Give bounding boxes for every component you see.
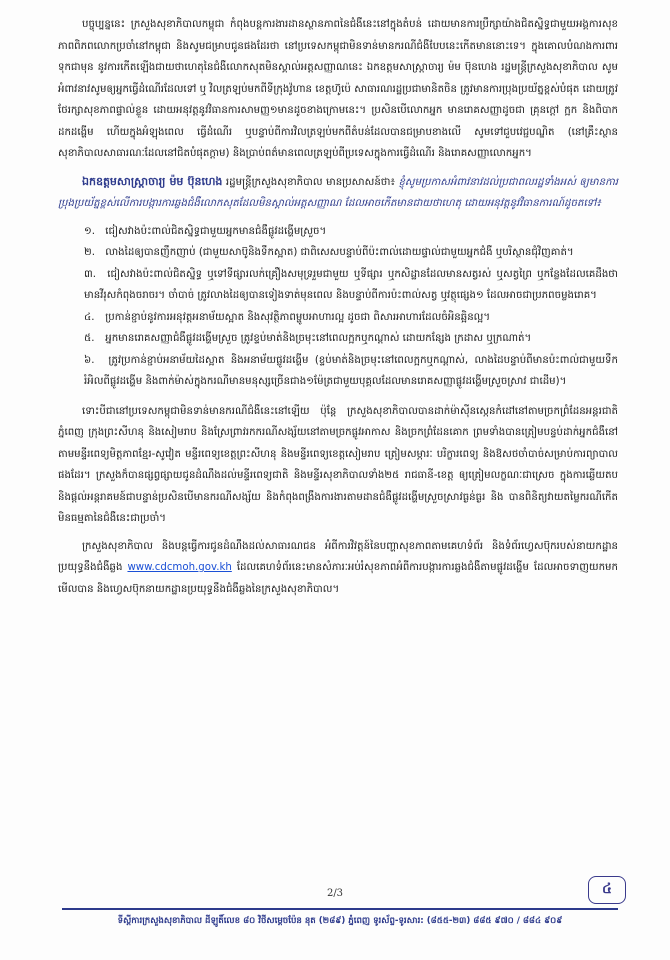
information-text-after-link: ដែលគេហទំព័រនេះមានសំភារៈអប់រំសុខភាពអំពីការបង្ការការឆ្លងជំងឺតាមផ្លូវដង្ហើម ដែលអាចទាញយកមកមើលបាន និងហ្វេសប៊ុកនាយកដ្ឋានប្រយុទ្ធនឹងជំងឺឆ្លងនៃក្រសួងសុខាភិបាល។ (58, 562, 618, 595)
intro-paragraph: បច្ចុប្បន្ននេះ ក្រសួងសុខាភិបាលកម្ពុជា កំពុងបន្តការងារដានស្ថានភាពនៃជំងឺនេះនៅក្នុងតំបន់ ដោយមានការប្រឹក្សាយ៉ាងជិតស្និទ្ធជាមួយអង្គការសុខភាពពិភពលោកប្រចាំនៅកម្ពុជា និងសូមជម្រាបជូនផងដែរថា នៅប្រទេសកម្ពុជាមិនទាន់មានករណីជំងឺបែបនេះកើតមាននោះទេ។ ក្នុងគោលបំណងការពារទុកជាមុន នូវការកើតឡើងជាយថាហេតុនៃជំងឺលោកសុតមិនស្គាល់អត្តសញ្ញាណនេះ ឯកឧត្តមសាស្ត្រាចារ្យ ម៉ម ប៊ុនហេង រដ្ឋមន្ត្រីក្រសួងសុខាភិបាល សូមអំពាវនាវសូមឲ្យអ្នកធ្វើដំណើរដែលទៅ ឬ វិលត្រឡប់មកពីទីក្រុងវ៉ូហាន ខេត្តហ៊ូប៉េ សាធារណរដ្ឋប្រជាមានិតចិន ត្រូវមានការប្រុងប្រយ័ត្នខ្ពស់បំផុត ដោយត្រូវថែរក្សាសុខភាពផ្ទាល់ខ្លួន ដោយអនុវត្តនូវវិធានការសាមញ្ញ១មានដូចខាងក្រោមនេះ។ ប្រសិនបើលោកអ្នក មានរោគសញ្ញាដូចជា គ្រុនក្តៅ ក្អក និងពិបាកដកដង្ហើម ហើយក្នុងអំឡុងពេល ធ្វើដំណើរ ឬបន្ទាប់ពីការវិលត្រឡប់មកពីតំបន់ដែលបានជម្រាបខាងលើ សូមទៅជួបវេជ្ជបណ្ឌិត (នៅគ្រឹះស្ថានសុខាភិបាលសាធារណៈដែលនៅជិតបំផុតក្តាម) និងប្រាប់ពត៌មានពេលត្រឡប់ពីប្រទេសក្នុងការធ្វើដំណើរ និងរោគសញ្ញាលោកអ្នក។ (58, 19, 618, 159)
page-number: 2/3 (326, 888, 344, 899)
list-item-text: លាងដៃឲ្យបានញឹកញាប់ (ជាមួយសាប៊ូនិងទឹកស្អាត) ជាពិសេសបន្ទាប់ពីប៉ះពាល់ដោយផ្ទាល់ជាមួយអ្នកជំងឺ ឬបរិស្ថានជុំវិញគាត់។ (105, 247, 574, 258)
cdc-website-link[interactable]: www.cdcmoh.gov.kh (127, 562, 232, 573)
list-item (58, 350, 618, 393)
list-item-text: អ្នកមានរោគសញ្ញាជំងឺផ្លូវដង្ហើមស្រួច ត្រូវខ្ទប់មាត់និងច្រមុះនៅពេលក្អកឬកណ្តាស់ ដោយកន្សែង ក្រដាស ឬក្រណាត់។ (105, 333, 532, 344)
list-item (58, 242, 618, 264)
footer-divider (62, 908, 618, 910)
list-item (58, 307, 618, 329)
document-body (58, 14, 618, 606)
statement-quote: ខ្ញុំសូមប្រកាសអំពាវនាវដល់ប្រជាពលរដ្ឋទាំងអស់ ឲ្យមានការប្រុងប្រយ័ត្នខ្ពស់លើការបង្ការការឆ្លងជំងឺលោកសុតដែលមិនស្គាល់អត្តសញ្ញាណ ដែលអាចកើតមានជាយថាហេតុ ដោយអនុវត្តនូវវិធានការណ៍ដូចតទៅ៖ (58, 176, 619, 209)
information-text-before-link: ក្រសួងសុខាភិបាល និងបន្តធ្វើការជូនដំណឹងដល់សាធារណជន អំពីការវិវត្តន៍នៃបញ្ហាសុខភាពតាមគេហទំព័រ និងទំព័រហ្វេសប៊ុករបស់នាយកដ្ឋានប្រយុទ្ធនឹងជំងឺឆ្លង (58, 540, 618, 573)
list-item-number: ៥. (84, 333, 95, 344)
measures-list (58, 221, 618, 393)
list-item (58, 328, 618, 350)
list-item-number: ៤. (84, 311, 95, 323)
preparedness-paragraph: ទោះបីជានៅប្រទេសកម្ពុជាមិនទាន់មានករណីជំងឺនេះនៅឡើយ ប៉ុន្តែ ក្រសួងសុខាភិបាលបានដាក់ម៉ាស៊ីនស្កេនកំដៅនៅតាមច្រកព្រំដែនអន្តរជាតិភ្នំពេញ ក្រុងព្រះសីហនុ និងសៀមរាប និងស្រែព្រាវរកករណីសង្ស័យនៅតាមច្រកផ្លូវអាកាស និងច្រកព្រំដែនគោក ព្រមទាំងបានត្រៀមបន្ទប់ដាក់អ្នកជំងឺនៅតាមមន្ទីរពេទ្យមិត្តភាពខ្មែរ-សូវៀត មន្ទីរពេទ្យខេត្តព្រះសីហនុ និងមន្ទីរពេទ្យខេត្តសៀមរាប ត្រៀមសម្ភារៈ បរិក្ខារពេទ្យ និងឱសថចាំបាច់សម្រាប់ការព្យាបាលផងដែរ។ ក្រសួងក៏បានផ្សព្វផ្សាយជូនដំណឹងដល់មន្ទីរពេទ្យជាតិ និងមន្ទីរសុខាភិបាលទាំង២៥ រាជធានី-ខេត្ត ឲ្យត្រៀមលក្ខណៈជាស្រេច ក្នុងការឆ្លើយតប និងផ្តល់អន្តរាគមន៍ជាបន្ទាន់ប្រសិនបើមានករណីសង្ស័យ និងកំពុងពង្រឹងការងារតាមដានជំងឺផ្លូវដង្ហើមស្រួចស្រាវធ្ងន់ធ្ងរ និង បានពិនិត្យវាយតម្លៃករណីកើតមិនធម្មតានៃជំងឺនេះជាប្រចាំ។ (58, 405, 618, 524)
list-item (58, 221, 618, 243)
list-item-text: ជៀសវាងប៉ះពាល់ជិតស្និទ្ធ ឬទៅទីផ្សារលក់គ្រឿងសមុទ្ររួមជាមួយ ឬទីផ្សារ ឬកសិដ្ឋានដែលមានសត្វរស់ ឬសត្វព្រៃ ឬកន្លែងដែលគេដឹងថាមានវីរុសកំពុងចរាចរ។ ចាំបាច់ ត្រូវលាងដៃឲ្យបានទៀងទាត់មុនពេល និងបន្ទាប់ពីការប៉ះពាល់សត្វ ឬវត្ថុផ្សេង១ ដែលអាចជាប្រភពចម្លងរោគ។ (84, 268, 618, 301)
information-paragraph (58, 536, 618, 601)
minister-statement (58, 171, 618, 215)
list-item-text: ជៀសវាងប៉ះពាល់ជិតស្និទ្ធជាមួយអ្នកមានជំងឺផ្លូវដង្ហើមស្រួច។ (105, 225, 327, 237)
list-item-number: ៦. (84, 354, 95, 366)
list-item-number: ២. (84, 247, 95, 258)
list-item-number: ១. (84, 225, 95, 237)
statement-intro: រដ្ឋមន្ត្រីក្រសួងសុខាភិបាល មានប្រសាសន៍ថា៖ (222, 176, 399, 188)
list-item-text: ប្រកាន់ខ្ជាប់នូវការអនុវត្តអនាម័យស្អាត និងសុវត្ថិភាពម្ហូបអាហារល្អ ដូចជា ពិសារអាហារដែលចំអិនឆ្អិនល្អ។ (105, 311, 491, 323)
list-item (58, 264, 618, 307)
list-item-number: ៣. (84, 268, 96, 280)
initial-stamp: ៤ (588, 876, 626, 904)
minister-name: ឯកឧត្តមសាស្ត្រាចារ្យ ម៉ម ប៊ុនហេង (82, 174, 223, 188)
list-item-text: ត្រូវប្រកាន់ខ្ជាប់អនាម័យដៃស្អាត និងអនាម័យផ្លូវដង្ហើម (ខ្ទប់មាត់និងច្រមុះនៅពេលក្អកឬកណ្តាស់, លាងដៃបន្ទាប់ពីមានប៉ះពាល់ជាមួយទឹករំអិលពីផ្លូវដង្ហើម និងពាក់ម៉ាស់ក្នុងករណីមានមនុស្សច្រើនជាង១ម៉ែត្រជាមួយបុគ្គលដែលមានរោគសញ្ញាផ្លូវដង្ហើមស្រួចស្រាវ ជាដើម)។ (84, 354, 618, 387)
footer-address: ទីស្តីការក្រសួងសុខាភិបាល ដីឡូតិ៍លេខ ៨០ វិថីសម្តេចប៉ែន នុត (២៨៩) ភ្នំពេញ ទូរស័ព្ទ-ទូរសារ: (៨៥៥-២៣) ៨៨៥ ៩៧០ / ៨៨៤ ៩០៩ (117, 916, 563, 926)
